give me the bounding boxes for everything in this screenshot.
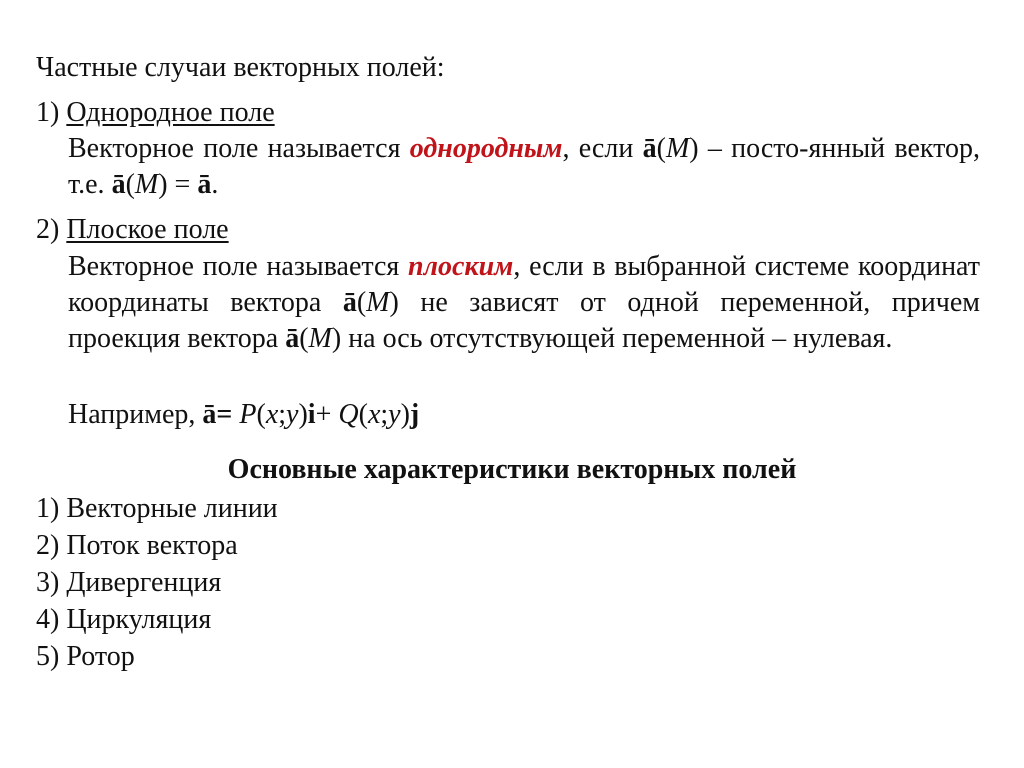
paren-close: ) — [298, 399, 308, 430]
case1-term: однородным — [409, 133, 563, 164]
case1-text-e: ) = — [158, 169, 198, 200]
case2-heading — [36, 212, 229, 248]
paren-open: ( — [299, 323, 309, 354]
var-y: y — [388, 399, 401, 430]
list-item: 1) Векторные линии — [36, 493, 278, 524]
semicolon: ; — [278, 399, 287, 430]
point-m: M — [134, 169, 159, 200]
example-line — [68, 397, 419, 433]
point-m: M — [366, 287, 390, 318]
paren-open: ( — [256, 399, 266, 430]
paren-open: ( — [125, 169, 135, 200]
case2-text-b: , если в выбранной системе координат координаты вектора — [68, 251, 980, 318]
case2-text-c: ) не зависят от одной переменной, причем проекция вектора — [68, 287, 981, 354]
example-prefix: Например, — [68, 399, 203, 430]
list-item: 5) Ротор — [36, 641, 135, 672]
case1-text-b: , если — [562, 133, 643, 164]
list-item: 4) Циркуляция — [36, 604, 212, 635]
case1-paragraph — [68, 131, 980, 203]
case1-heading — [36, 95, 275, 131]
case2-text-d: ) на ось отсутствующей переменной – нулевая. — [331, 323, 893, 354]
paren-open: ( — [356, 287, 367, 318]
var-y: y — [286, 399, 299, 430]
func-q: Q — [338, 399, 359, 430]
intro-text: Частные случаи векторных полей: — [36, 52, 445, 83]
case2-text-a: Векторное поле называется — [68, 251, 409, 282]
case1-text-a: Векторное поле называется — [68, 133, 410, 164]
list-item: 2) Поток вектора — [36, 530, 238, 561]
vector-a: ā — [642, 133, 657, 164]
unit-i: i — [307, 399, 316, 430]
var-x: x — [367, 399, 381, 430]
var-x: x — [265, 399, 279, 430]
point-m: M — [665, 133, 690, 164]
vector-a: ā — [285, 323, 300, 354]
case2-term: плоским — [408, 251, 514, 282]
case2-paragraph — [68, 249, 980, 357]
characteristics-list — [36, 490, 278, 675]
plus-sign: + — [315, 399, 339, 430]
func-p: P — [239, 399, 257, 430]
paren-open: ( — [656, 133, 666, 164]
list-item: 3) Дивергенция — [36, 567, 222, 598]
example-vector: ā= — [202, 399, 233, 430]
semicolon: ; — [380, 399, 389, 430]
case1-text-d: ) – посто-янный вектор, т.е. — [68, 133, 981, 200]
unit-j: j — [409, 399, 420, 430]
case2-title: Плоское поле — [66, 214, 229, 245]
point-m: M — [308, 323, 332, 354]
vector-a: ā — [197, 169, 212, 200]
paren-close: ) — [400, 399, 410, 430]
section-heading: Основные характеристики векторных полей — [227, 454, 797, 485]
case1-text-f: . — [211, 169, 219, 200]
vector-a: ā — [342, 287, 357, 318]
case2-number: 2) — [36, 214, 67, 245]
vector-a: ā — [111, 169, 126, 200]
case1-number: 1) — [36, 97, 67, 128]
case1-title: Однородное поле — [66, 97, 275, 128]
paren-open: ( — [358, 399, 368, 430]
